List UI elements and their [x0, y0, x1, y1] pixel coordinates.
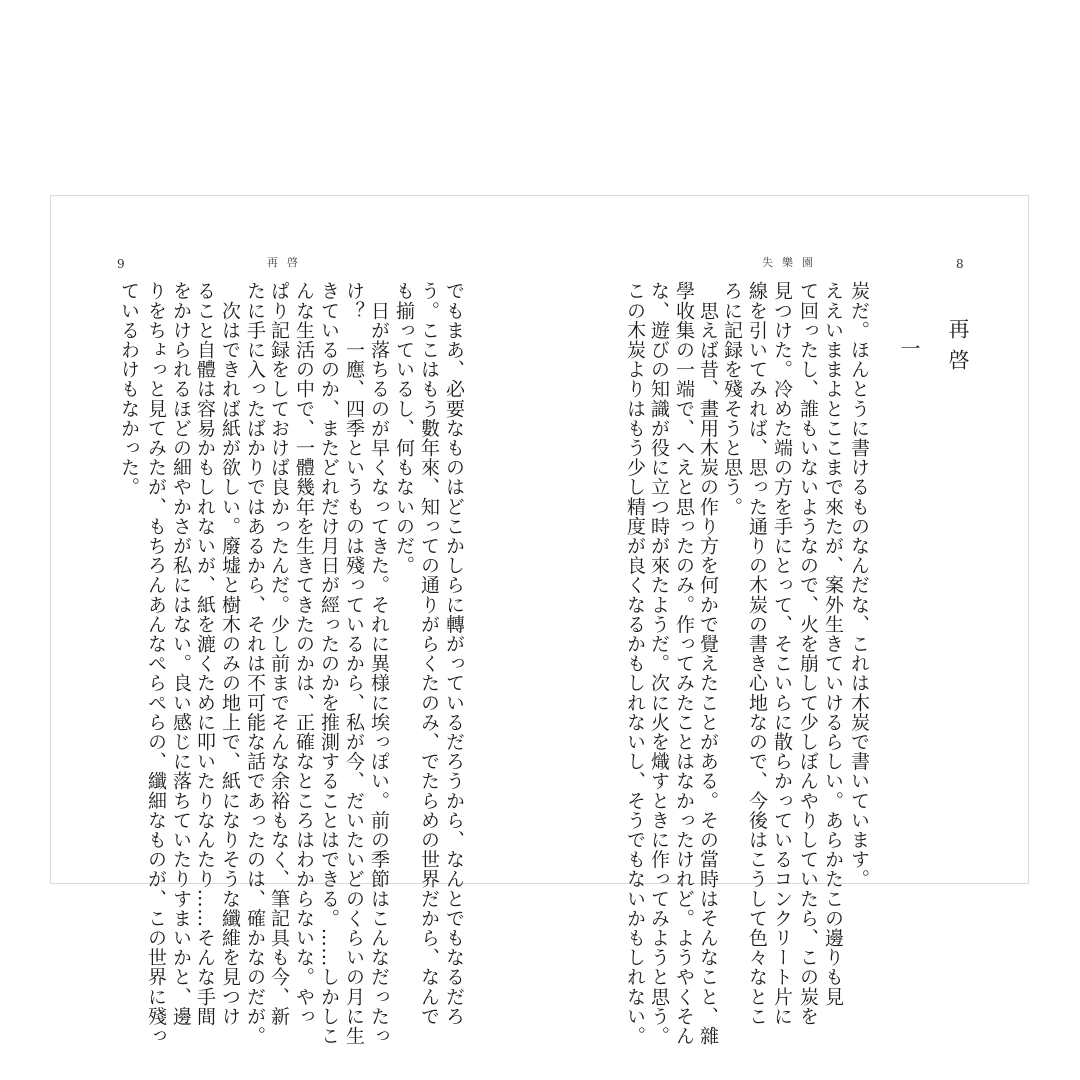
left-text-column-10: 次はできれば紙が欲しい。廢墟と樹木のみの地上で、紙になりそうな纖維を見つけ: [219, 281, 241, 1026]
right-text-column-7: 思えば昔、畫用木炭の作り方を何かで覺えたことがある。その當時はそんなこと、雜: [697, 281, 719, 1046]
running-head-left: 再啓: [267, 256, 307, 269]
left-text-column-9: たに手に入ったばかりではあるから、それは不可能な話であったのは、確かなのだが。: [244, 281, 266, 1046]
left-text-column-5: け？ 一應、四季というものは殘っているから、私が今、だいたいどのくらいの月に生: [343, 281, 365, 1046]
right-text-column-9: な、遊びの知識が役に立つ時が來たようだ。次に火を熾すときに作ってみようと思う。: [648, 281, 670, 1046]
left-text-column-12: をかけられるほどの細やかさが私にはない。良い感じに落ちていたりすまいかと、邊: [170, 281, 192, 1026]
left-text-column-13: りをちょっと見てみたが、もちろんあんなぺらぺらの、纖細なものが、この世界に殘っ: [145, 281, 167, 1046]
chapter-heading: 再啓: [946, 318, 970, 380]
right-text-column-10: この木炭よりはもう少し精度が良くなるかもしれないし、そうでもないかもしれない。: [624, 281, 646, 1046]
left-text-column-3: も揃っているし、何もないのだ。: [393, 281, 415, 575]
left-text-column-4: 日が落ちるのが早くなってきた。それに異様に埃っぽい。前の季節はこんなだったっ: [368, 281, 390, 1046]
left-text-column-2: う。ここはもう數年來、知っての通りがらくたのみ、でたらめの世界だから、なんで: [418, 281, 440, 1026]
left-text-column-14: ているわけもなかった。: [118, 281, 140, 497]
right-text-column-8: 學收集の一端で、へえと思ったのみ。作ってみたことはなかったけれど。ようやくそん: [673, 281, 695, 1046]
left-text-column-7: んな生活の中で、一體幾年を生きてきたのかは、正確なところはわからないな。やっ: [293, 281, 315, 1026]
right-text-column-5: 線を引いてみれば、思った通りの木炭の書き心地なので、今後はこうして色々なとこ: [746, 281, 768, 1026]
left-text-column-8: ぱり記録をしておけば良かったんだ。少し前までそんな余裕もなく、筆記具も今、新: [268, 281, 290, 1026]
left-text-column-11: ること自體は容易かもしれないが、紙を漉くために叩いたりなんたり……そんな手間: [194, 281, 216, 1026]
right-text-column-3: て回ったし、誰もいないようなので、火を崩して少しぼんやりしていたら、この炭を: [797, 281, 819, 1026]
running-head-right: 失樂園: [762, 256, 822, 269]
right-text-column-2: ええいままよとここまで來たが、案外生きていけるらしい。あらかたこの邊りも見: [822, 281, 844, 1007]
page-number-right: 8: [956, 257, 964, 271]
right-text-column-6: ろに記録を殘そうと思う。: [721, 281, 743, 517]
chapter-number: 一: [897, 338, 921, 358]
right-text-column-1: 炭だ。ほんとうに書けるものなんだな、これは木炭で書いています。: [848, 281, 870, 889]
right-text-column-4: 見つけた。冷めた端の方を手にとって、そこいらに散らかっているコンクリート片に: [771, 281, 793, 1026]
page-number-left: 9: [117, 257, 125, 271]
left-text-column-6: きているのか、またどれだけ月日が經ったのかを推測することはできる。……しかしこ: [318, 281, 340, 1046]
left-text-column-1: でもまあ、必要なものはどこかしらに轉がっているだろうから、なんとでもなるだろ: [443, 281, 465, 1026]
